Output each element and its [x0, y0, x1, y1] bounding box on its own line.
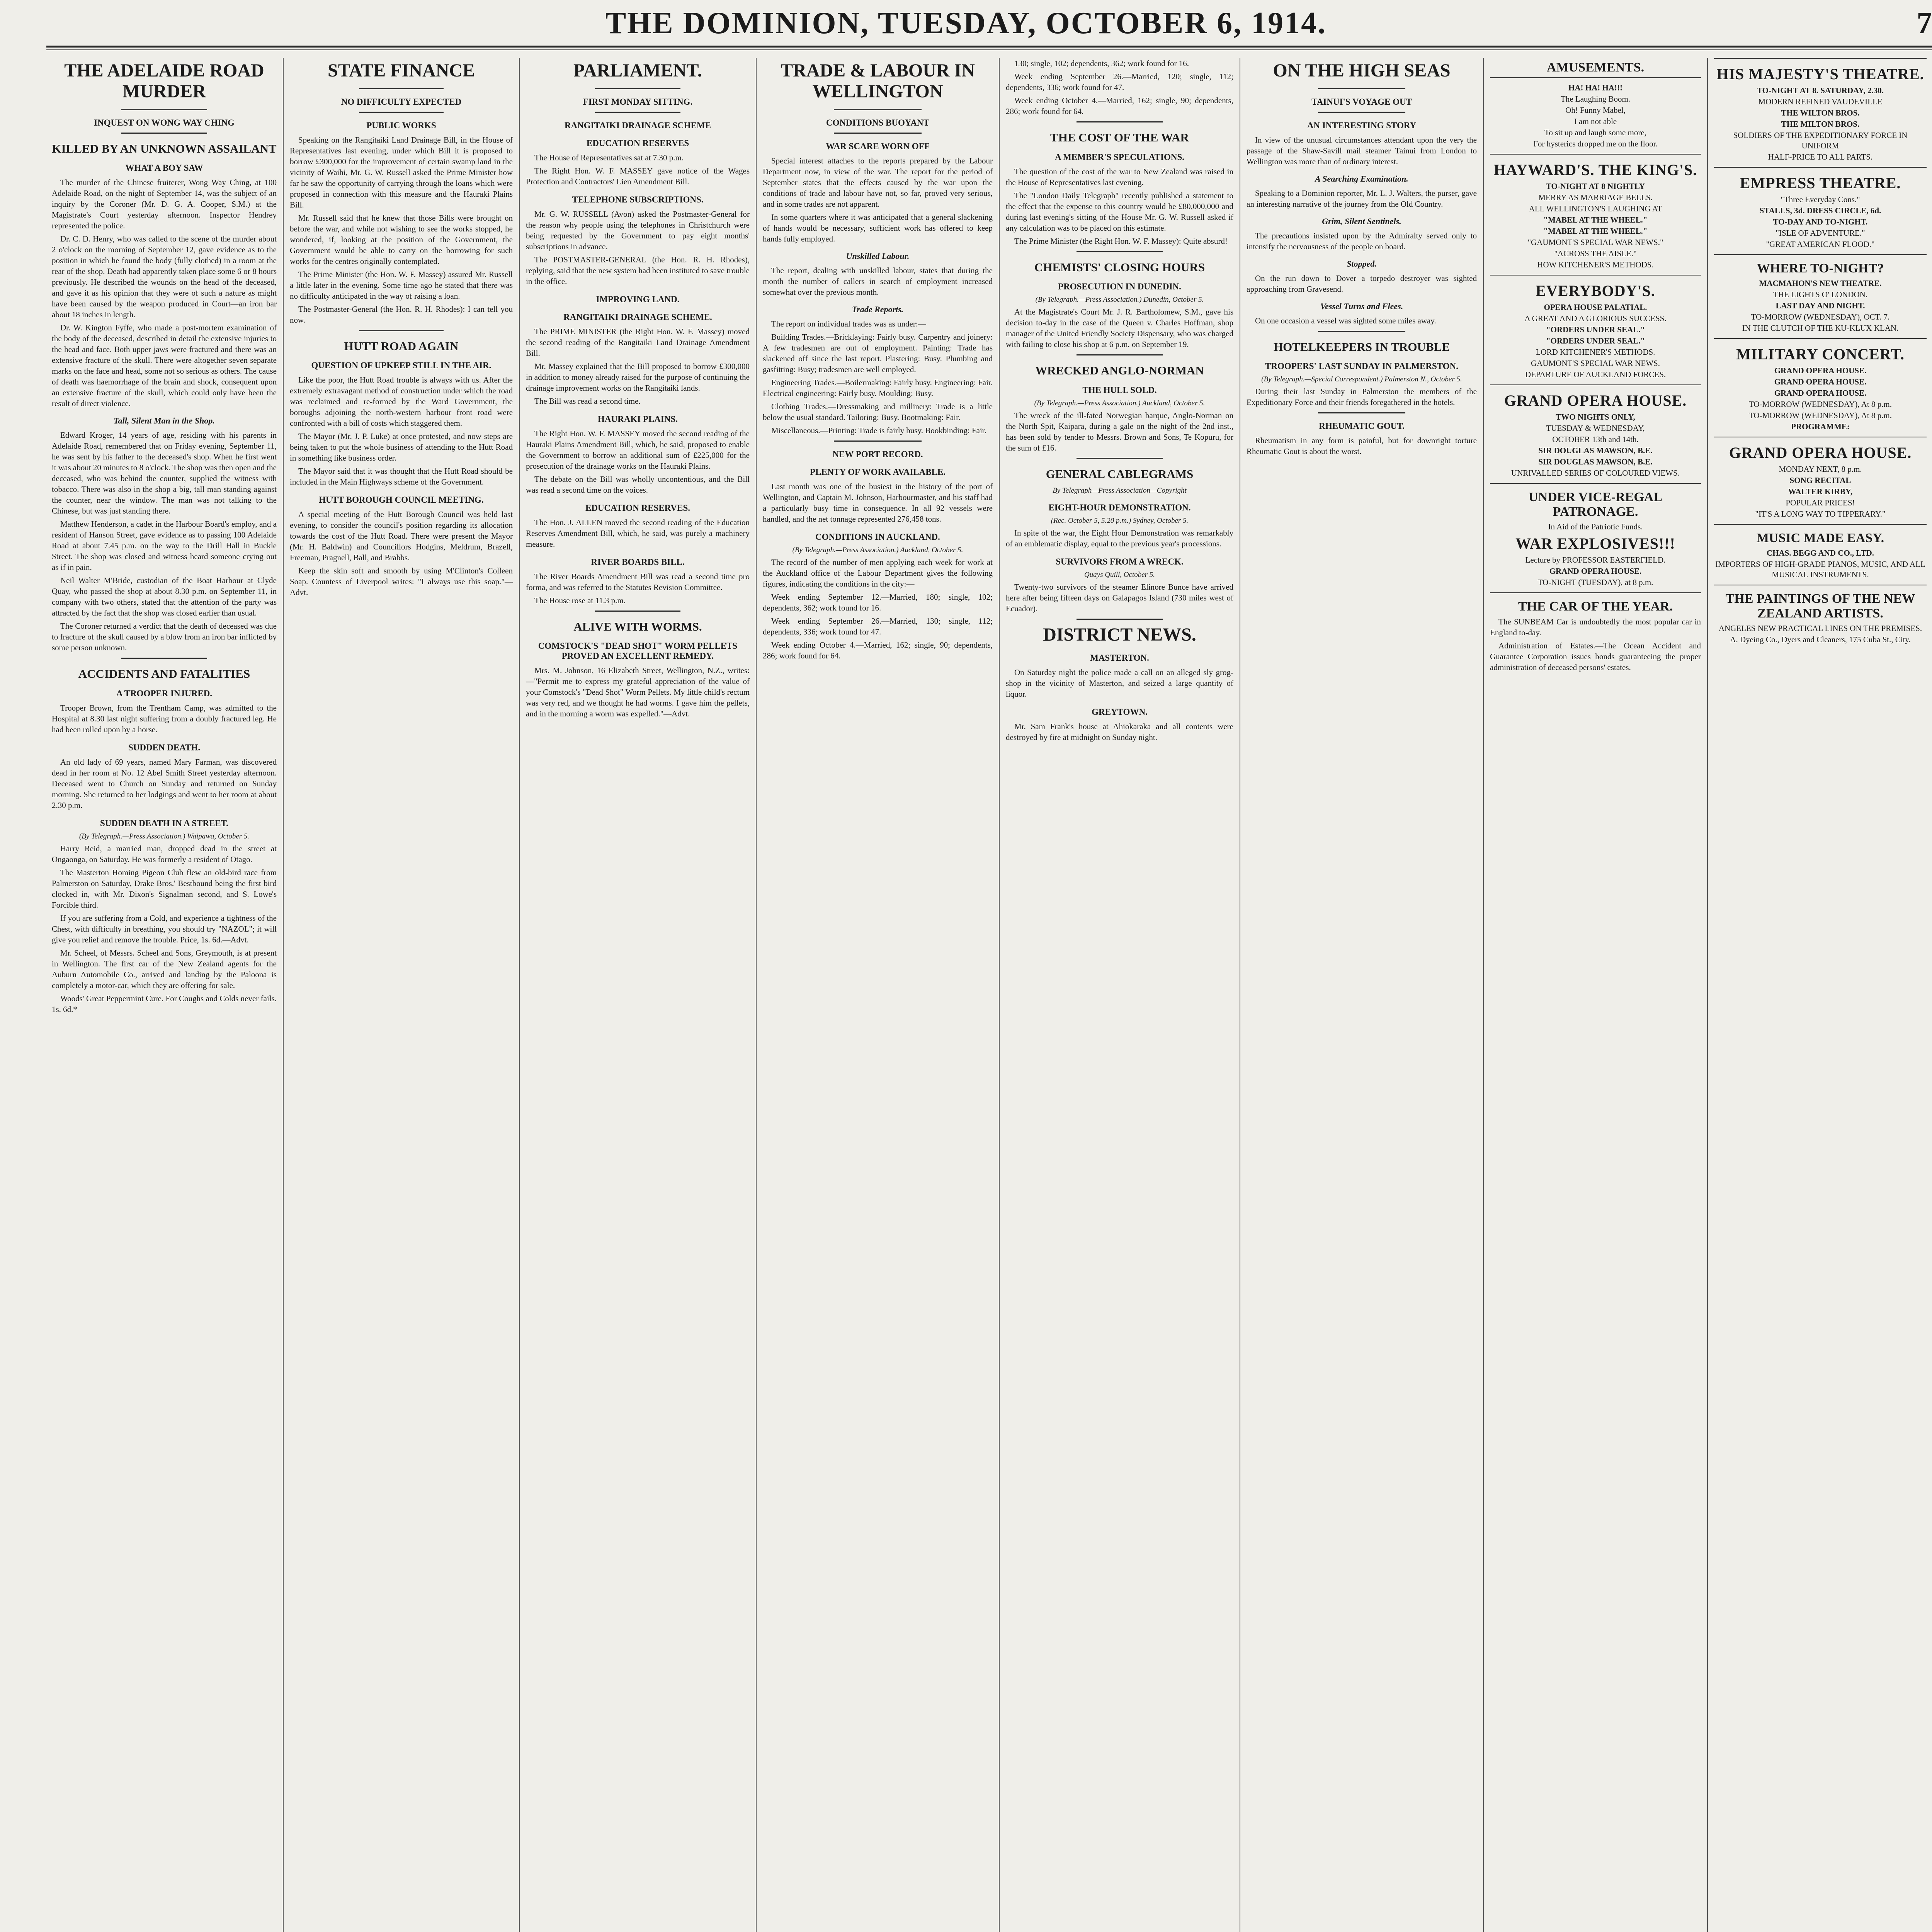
article-paragraph: Miscellaneous.—Printing: Trade is fairly busy. Bookbinding: Fair.	[771, 425, 986, 435]
article-paragraph: Engineering Trades.—Boilermaking: Fairly busy. Engineering: Fair. Electrical engineering: Fairly busy. Moulding: Busy.	[763, 378, 993, 398]
section-heading: EDUCATION RESERVES.	[585, 503, 690, 513]
ad-line: GRAND OPERA HOUSE.	[1774, 366, 1867, 375]
subheadline: THE HULL SOLD.	[1082, 385, 1157, 395]
headline-state-finance: STATE FINANCE	[328, 60, 475, 81]
article-paragraph: On one occasion a vessel was sighted some miles away.	[1255, 316, 1436, 325]
divider	[1077, 458, 1163, 459]
subheadline: COMSTOCK'S "DEAD SHOT" WORM PELLETS PROVED AN EXCELLENT REMEDY.	[538, 641, 738, 661]
section-heading: Stopped.	[1347, 259, 1377, 269]
divider	[595, 112, 680, 113]
article-paragraph: Week ending October 4.—Married, 162; single, 90; dependents, 286; work found for 64.	[763, 640, 993, 660]
ad-line: LORD KITCHENER'S METHODS.	[1536, 347, 1655, 357]
ad-line: "IT'S A LONG WAY TO TIPPERARY."	[1755, 509, 1886, 519]
article-paragraph: Building Trades.—Bricklaying: Fairly busy. Carpentry and joinery: A few tradesmen are out of employment. Painting: Trade has slackened off since the last report. Plastering: Busy. Plumbing and gasfitting: Busy; tradesmen are well employed.	[763, 332, 993, 374]
ad-line: IMPORTERS OF HIGH-GRADE PIANOS, MUSIC, AND ALL MUSICAL INSTRUMENTS.	[1715, 560, 1925, 579]
article-paragraph: An old lady of 69 years, named Mary Farman, was discovered dead in her room at No. 12 Abel Smith Street yesterday afternoon. Deceased went to Church on Sunday and returned on Sunday morning. She returned to her lodgings and went to her room at about 2.30 p.m.	[52, 757, 277, 810]
divider	[834, 109, 921, 110]
masthead-rule	[46, 46, 1932, 48]
article-paragraph: The question of the cost of the war to New Zealand was raised in the House of Representatives last evening.	[1006, 167, 1233, 187]
section-heading: RANGITAIKI DRAINAGE SCHEME.	[563, 312, 712, 322]
divider	[121, 133, 207, 134]
divider	[1077, 251, 1163, 252]
ad-line: HA! HA! HA!!!	[1568, 83, 1622, 92]
article-paragraph: Twenty-two survivors of the steamer Elinore Bunce have arrived here after being fifteen days on Galapagos Island (730 miles west of Ecuador).	[1006, 582, 1233, 613]
section-heading: RIVER BOARDS BILL.	[591, 557, 685, 567]
ad-line: "ORDERS UNDER SEAL."	[1546, 325, 1645, 334]
advertisement-text: The SUNBEAM Car is undoubtedly the most popular car in England to-day.	[1490, 617, 1701, 637]
article-paragraph: In view of the unusual circumstances attendant upon the very the passage of the Shaw-Savill mail steamer Tainui from London to Wellington was more than of ordinary interest.	[1247, 135, 1477, 166]
ad-line: CHAS. BEGG AND CO., LTD.	[1766, 548, 1874, 558]
article-paragraph: The Right Hon. W. F. MASSEY gave notice of the Wages Protection and Contractors' Lien Amendment Bill.	[526, 166, 750, 186]
advertisement	[1490, 77, 1701, 154]
column-murder	[46, 58, 282, 1932]
article-paragraph: The Mayor (Mr. J. P. Luke) at once protested, and now steps are being taken to put the whole business of attending to the Hutt Road in something like business order.	[290, 432, 513, 463]
ad-title: EVERYBODY'S.	[1536, 282, 1655, 299]
article-paragraph: Week ending September 26.—Married, 130; single, 112; dependents, 336; work found for 47.	[763, 616, 993, 636]
headline-adelaide-murder: THE ADELAIDE ROAD MURDER	[64, 60, 264, 102]
column-separator	[1707, 58, 1708, 1932]
ad-title: GRAND OPERA HOUSE.	[1504, 392, 1687, 409]
ad-line: LAST DAY AND NIGHT.	[1776, 301, 1865, 310]
section-heading: Vessel Turns and Flees.	[1320, 301, 1403, 311]
column-cost-of-war	[1000, 58, 1239, 1932]
advertisement-war-explosives	[1490, 483, 1701, 592]
subheadline: PLENTY OF WORK AVAILABLE.	[810, 467, 946, 477]
dateline: (By Telegraph.—Press Association.) Auckland, October 5.	[792, 546, 963, 554]
article-paragraph: The debate on the Bill was wholly uncontentious, and the Bill was read a second time on the voices.	[526, 474, 750, 495]
article-paragraph: The Bill was read a second time.	[534, 396, 641, 406]
advertisement-paintings	[1714, 585, 1927, 650]
masthead-rule-thin	[46, 49, 1932, 50]
advertisement-sunbeam	[1490, 592, 1701, 679]
ad-title: HAYWARD'S. THE KING'S.	[1493, 161, 1697, 179]
section-heading: Grim, Silent Sentinels.	[1322, 216, 1401, 226]
section-heading: IMPROVING LAND.	[596, 294, 680, 304]
subheadline: MASTERTON.	[1090, 653, 1149, 663]
ad-line: TO-MORROW (WEDNESDAY), At 8 p.m.	[1748, 400, 1892, 409]
dateline: (By Telegraph.—Press Association.) Waipawa, October 5.	[79, 832, 250, 840]
ad-line: MONDAY NEXT, 8 p.m.	[1779, 464, 1862, 474]
article-paragraph: Dr. C. D. Henry, who was called to the scene of the murder about 2 o'clock on the morning of September 12, gave evidence as to the position in which he found the body (fully clothed) in a room at the rear of the shop. Death had apparently taken place some 6 or 8 hours previously. He described the wounds on the head of the deceased, and gave it as his opinion that they were of such a nature as might have been caused by the weapon produced in Court—an iron bar about 18 inches in length.	[52, 234, 277, 320]
ad-line: UNRIVALLED SERIES OF COLOURED VIEWS.	[1511, 468, 1680, 478]
article-paragraph: The Hon. J. ALLEN moved the second reading of the Education Reserves Amendment Bill, which, he said, was purely a machinery measure.	[526, 517, 750, 549]
headline-chemists: CHEMISTS' CLOSING HOURS	[1034, 260, 1205, 274]
article-paragraph: The House rose at 11.3 p.m.	[534, 595, 626, 605]
article-paragraph: Neil Walter M'Bride, custodian of the Boat Harbour at Clyde Quay, who passed the shop at about 8.30 p.m. on September 11, in company with two others, stated that the attention of the party was attracted by the fact that the shop was closed earlier than usual.	[52, 576, 277, 618]
dateline: (By Telegraph.—Press Association.) Auckland, October 5.	[1034, 399, 1205, 408]
ad-title: MUSIC MADE EASY.	[1756, 531, 1884, 545]
ad-line: ALL WELLINGTON'S LAUGHING AT	[1529, 204, 1662, 213]
ad-title: THE PAINTINGS OF THE NEW ZEALAND ARTISTS.	[1725, 592, 1915, 621]
divider	[1318, 112, 1405, 113]
ad-line: THE MILTON BROS.	[1781, 119, 1860, 129]
advertisement-text: Keep the skin soft and smooth by using M'Clinton's Colleen Soap. Countess of Liverpool writes: "I always use this soap."—Advt.	[290, 566, 513, 597]
article-paragraph: Dr. W. Kington Fyffe, who made a post-mortem examination of the body of the deceased, described in detail the extensive injuries to the head and face. Both upper jaws were fractured and there was an extensive fracture of the skull. There were altogether seven separate marks on the face and head, some not so serious as others. The cause of death was haemorrhage of the brain and shock, consequent upon an extensive fracture of the skull, which could only have been the result of direct violence.	[52, 323, 277, 408]
section-heading: Unskilled Labour.	[846, 251, 910, 261]
article-paragraph: 130; single, 102; dependents, 362; work found for 16.	[1014, 59, 1189, 68]
dateline: Quays Quill, October 5.	[1084, 570, 1155, 579]
advertisement-text: Mrs. M. Johnson, 16 Elizabeth Street, Wellington, N.Z., writes:—"Permit me to express my grateful appreciation of the value of your Comstock's "Dead Shot" Worm Pellets. My little child's rectum was very red, and we thought he had worms. I gave him the pellets, and in the morning a worm was expelled."—Advt.	[526, 666, 750, 719]
subheadline: AN INTERESTING STORY	[1307, 120, 1417, 130]
ad-line: TO-NIGHT AT 8. SATURDAY, 2.30.	[1757, 86, 1884, 95]
article-paragraph: Special interest attaches to the reports prepared by the Labour Department now, in view of the war. The report for the period of September states that the effects caused by the war upon the conditions of trade and labour have not, so far, proved very serious, and in some trades are not apparent.	[763, 156, 993, 209]
article-paragraph: The Right Hon. W. F. MASSEY moved the second reading of the Hauraki Plains Amendment Bill, which, he said, proposed to enable the Government to borrow an additional sum of £225,000 for the prosecution of the drainage works on the Hauraki Plains.	[526, 429, 750, 471]
headline-hutt-road: HUTT ROAD AGAIN	[344, 339, 459, 353]
ad-line: The Laughing Boom.	[1560, 94, 1631, 104]
ad-line: "GREAT AMERICAN FLOOD."	[1766, 240, 1875, 249]
article-paragraph: The River Boards Amendment Bill was read a second time pro forma, and was referred to the Statutes Revision Committee.	[526, 571, 750, 592]
ad-line: In Aid of the Patriotic Funds.	[1548, 522, 1643, 531]
article-paragraph: The Postmaster-General (the Hon. R. H. Rhodes): I can tell you now.	[290, 304, 513, 325]
ad-line: WAR EXPLOSIVES!!!	[1515, 535, 1675, 552]
ad-line: ANGELES NEW PRACTICAL LINES ON THE PREMISES.	[1718, 624, 1922, 633]
ad-line: For hysterics dropped me on the floor.	[1533, 139, 1658, 148]
subheadline: INQUEST ON WONG WAY CHING	[94, 117, 235, 128]
ad-line: MERRY AS MARRIAGE BELLS.	[1538, 193, 1653, 202]
subheadline: RANGITAIKI DRAINAGE SCHEME	[564, 120, 711, 130]
ad-line: GRAND OPERA HOUSE.	[1549, 566, 1642, 576]
article-paragraph: Matthew Henderson, a cadet in the Harbour Board's employ, and a resident of Hanson Street, gave evidence as to passing 100 Adelaide Road at about 7.45 p.m. on the way to the Drill Hall in Buckle Street. The shop was closed and witness heard someone crying out as if in pain.	[52, 519, 277, 572]
article-paragraph: On the run down to Dover a torpedo destroyer was sighted approaching from Gravesend.	[1247, 273, 1477, 294]
ad-line: To sit up and laugh some more,	[1544, 128, 1646, 137]
advertisement-text: Rheumatism in any form is painful, but for downright torture Rheumatic Gout is about the worst.	[1247, 436, 1477, 456]
column-parliament	[520, 58, 755, 1932]
advertisement-grand-opera-house	[1490, 384, 1701, 483]
divider	[359, 112, 444, 113]
ad-line: SOLDIERS OF THE EXPEDITIONARY FORCE IN UNIFORM	[1733, 131, 1908, 150]
headline-wrecked-ship: WRECKED ANGLO-NORMAN	[1035, 364, 1204, 378]
subheadline: SUDDEN DEATH.	[128, 742, 201, 752]
divider	[121, 109, 207, 110]
column-separator	[1483, 58, 1484, 1932]
subheadline: WAR SCARE WORN OFF	[826, 141, 930, 151]
advertisement-text: Administration of Estates.—The Ocean Accident and Guarantee Corporation issues bonds guaranteeing the proper administration of deceased persons' estates.	[1490, 641, 1701, 672]
article-paragraph: Clothing Trades.—Dressmaking and millinery: Trade is a little below the usual standard. Tailoring: Busy. Bootmaking: Fair.	[763, 401, 993, 422]
ad-line: OCTOBER 13th and 14th.	[1552, 435, 1639, 444]
ad-line: THE LIGHTS O' LONDON.	[1773, 290, 1868, 299]
advertisement-text: If you are suffering from a Cold, and experience a tightness of the Chest, with difficulty in breathing, you should try "NAZOL"; it will give you relief and remove the trouble. Price, 1s. 6d.—Advt.	[52, 913, 277, 944]
headline-cost-of-war: THE COST OF THE WAR	[1050, 131, 1189, 144]
ad-line: DEPARTURE OF AUCKLAND FORCES.	[1525, 370, 1666, 379]
headline-parliament: PARLIAMENT.	[573, 60, 702, 81]
advertisement-macmahons	[1714, 254, 1927, 338]
ad-title: WHERE TO-NIGHT?	[1757, 261, 1884, 276]
ad-title: MILITARY CONCERT.	[1736, 345, 1905, 363]
headline-alive-with-worms: ALIVE WITH WORMS.	[573, 619, 702, 633]
subheadline: EIGHT-HOUR DEMONSTRATION.	[1048, 502, 1191, 512]
article-paragraph: The PRIME MINISTER (the Right Hon. W. F. Massey) moved the second reading of the Rangitaiki Land Drainage Amendment Bill.	[526, 327, 750, 358]
article-paragraph: In some quarters where it was anticipated that a general slackening of hands would be necessary, sufficient work has offered to keep hands fully employed.	[763, 212, 993, 243]
article-paragraph: Edward Kroger, 14 years of age, residing with his parents in Adelaide Road, remembered that on Friday evening, September 11, he was sent by his father to the deceased's shop. When he first went it was about 20 minutes to 8 o'clock. The shop was then open and the deceased, who was behind the counter, supplied the witness with tobacco. There was also in the shop a big, tall man standing against the counter, near the window. The man was not talking to the Chinese, but was just standing there.	[52, 430, 277, 516]
ad-line: HALF-PRICE TO ALL PARTS.	[1768, 152, 1873, 162]
subheadline: PUBLIC WORKS	[366, 120, 436, 130]
article-paragraph: Week ending September 12.—Married, 180; single, 102; dependents, 362; work found for 16.	[763, 592, 993, 612]
article-paragraph: The "London Daily Telegraph" recently published a statement to the effect that the expense to this country would be £80,000,000 and during last evening's sitting of the House Mr. G. W. Russell asked if any calculation was to be placed on this estimate.	[1006, 190, 1233, 233]
advertisement-song-recital	[1714, 437, 1927, 524]
article-paragraph: The Prime Minister (the Hon. W. F. Massey) assured Mr. Russell a little later in the evening. Some time ago he stated that there was no difficulty anticipated in the way of raising a loan.	[290, 269, 513, 301]
column-separator	[756, 58, 757, 1932]
subheadline: PROSECUTION IN DUNEDIN.	[1058, 282, 1181, 292]
column-separator	[283, 58, 284, 1932]
subheadline: A MEMBER'S SPECULATIONS.	[1054, 152, 1185, 162]
dateline: By Telegraph—Press Association—Copyright	[1053, 486, 1187, 495]
article-paragraph: During their last Sunday in Palmerston the members of the Expeditionary Force and their friends foregathered in the hotels.	[1247, 387, 1477, 407]
subheadline: TROOPERS' LAST SUNDAY IN PALMERSTON.	[1265, 361, 1458, 371]
advertisement-text: Woods' Great Peppermint Cure. For Coughs and Colds never fails. 1s. 6d.*	[52, 993, 277, 1014]
ad-line: GAUMONT'S SPECIAL WAR NEWS.	[1531, 359, 1660, 368]
divider	[1318, 412, 1405, 413]
subheadline: FIRST MONDAY SITTING.	[583, 97, 693, 107]
subheadline: HUTT BOROUGH COUNCIL MEETING.	[319, 495, 484, 505]
article-paragraph: The murder of the Chinese fruiterer, Wong Way Ching, at 100 Adelaide Road, on the night of September 14, was the subject of an inquiry by the Coroner (Mr. D. G. A. Cooper, S.M.) at the Magistrate's Court yesterday afternoon. Inspector Hendrey represented the police.	[52, 178, 277, 231]
article-paragraph: The report on individual trades was as under:—	[771, 319, 926, 328]
ad-title: EMPRESS THEATRE.	[1740, 174, 1901, 192]
divider	[121, 658, 207, 659]
ad-line: TO-NIGHT AT 8 NIGHTLY	[1546, 182, 1645, 191]
divider	[834, 440, 921, 442]
ad-line: "ISLE OF ADVENTURE."	[1776, 228, 1865, 238]
article-paragraph: Speaking to a Dominion reporter, Mr. L. J. Walters, the purser, gave an interesting narrative of the journey from the Old Country.	[1247, 188, 1477, 209]
ad-line: "ACROSS THE AISLE."	[1554, 249, 1637, 258]
subheadline: EDUCATION RESERVES	[586, 138, 689, 148]
ad-line: A. Dyeing Co., Dyers and Cleaners, 175 Cuba St., City.	[1730, 635, 1911, 644]
amusements-heading: AMUSEMENTS.	[1546, 60, 1645, 75]
article-paragraph: The Prime Minister (the Right Hon. W. F. Massey): Quite absurd!	[1014, 236, 1228, 246]
ad-line: A GREAT AND A GLORIOUS SUCCESS.	[1524, 314, 1667, 323]
subheadline: A TROOPER INJURED.	[116, 688, 213, 698]
ad-line: TO-NIGHT (TUESDAY), at 8 p.m.	[1537, 578, 1653, 587]
divider	[1318, 88, 1405, 89]
article-paragraph: Mr. Massey explained that the Bill proposed to borrow £300,000 in addition to money already raised for the purpose of continuing the drainage improvement works on the Rangitaiki lands.	[526, 361, 750, 393]
section-heading: NEW PORT RECORD.	[832, 449, 923, 459]
divider	[1077, 354, 1163, 355]
section-heading: CONDITIONS IN AUCKLAND.	[815, 532, 940, 542]
ad-line: "GAUMONT'S SPECIAL WAR NEWS."	[1527, 238, 1663, 247]
article-paragraph: Trooper Brown, from the Trentham Camp, was admitted to the Hospital at 8.30 last night suffering from a doubly fractured leg. He had been rolled upon by a horse.	[52, 703, 277, 734]
masthead	[46, 4, 1932, 43]
ad-line: TO-MORROW (WEDNESDAY), At 8 p.m.	[1748, 411, 1892, 420]
ad-line: MODERN REFINED VAUDEVILLE	[1758, 97, 1883, 106]
column-high-seas	[1241, 58, 1482, 1932]
article-paragraph: Mr. Scheel, of Messrs. Scheel and Sons, Greymouth, is at present in Wellington. The first car of the New Zealand agents for the Auburn Automobile Co., arrived and landing by the Paloona is completely a motor-car, which they are offering for sale.	[52, 948, 277, 990]
ad-line: TUESDAY & WEDNESDAY,	[1546, 423, 1645, 433]
ad-line: "MABEL AT THE WHEEL."	[1543, 215, 1648, 224]
ad-line: GRAND OPERA HOUSE.	[1774, 377, 1867, 386]
section-heading: A Searching Examination.	[1315, 173, 1408, 184]
article-paragraph: The precautions insisted upon by the Admiralty served only to intensify the nervousness of the people on board.	[1247, 231, 1477, 251]
article-paragraph: The record of the number of men applying each week for work at the Auckland office of the Labour Department gives the following figures, indicating the conditions in the city:—	[763, 557, 993, 588]
subheadline: WHAT A BOY SAW	[125, 163, 203, 173]
page-number: 7	[1917, 6, 1932, 40]
ad-line: MACMAHON'S NEW THEATRE.	[1759, 279, 1882, 288]
ad-title: UNDER VICE-REGAL PATRONAGE.	[1528, 490, 1663, 519]
ad-line: OPERA HOUSE PALATIAL.	[1544, 303, 1647, 312]
article-paragraph: Like the poor, the Hutt Road trouble is always with us. After the extremely extravagant method of construction under which the road was reclaimed and re-formed by the Ward Government, the boroughs adjoining the north-western harbour front road were confronted with a bill of costs which staggered them.	[290, 375, 513, 428]
subheadline: CONDITIONS BUOYANT	[826, 117, 929, 128]
subheadline: SURVIVORS FROM A WRECK.	[1056, 556, 1184, 566]
article-paragraph: Week ending September 26.—Married, 120; single, 112; dependents, 336; work found for 47.	[1006, 72, 1233, 92]
divider	[1077, 619, 1163, 620]
column-separator	[519, 58, 520, 1932]
article-paragraph: On Saturday night the police made a call on an alleged sly grog-shop in the vicinity of Masterton, and seized a large quantity of liquor.	[1006, 667, 1233, 699]
advertisement-his-majestys	[1714, 58, 1927, 167]
divider	[1077, 121, 1163, 122]
article-paragraph: Mr. Sam Frank's house at Ahiokaraka and all contents were destroyed by fire at midnight on Sunday night.	[1006, 721, 1233, 742]
ad-line: GRAND OPERA HOUSE.	[1774, 388, 1867, 398]
divider	[595, 88, 680, 89]
ad-line: Oh! Funny Mabel,	[1565, 105, 1626, 115]
section-heading: Tall, Silent Man in the Shop.	[114, 416, 215, 426]
ad-line: THE WILTON BROS.	[1781, 108, 1860, 117]
subheadline: QUESTION OF UPKEEP STILL IN THE AIR.	[311, 361, 492, 371]
section-heading: Trade Reports.	[852, 304, 904, 314]
column-separator	[999, 58, 1000, 1932]
ad-line: TO-DAY AND TO-NIGHT.	[1773, 217, 1868, 226]
section-heading: TELEPHONE SUBSCRIPTIONS.	[572, 194, 704, 204]
subheadline: GREYTOWN.	[1092, 707, 1148, 717]
subheadline: TAINUI'S VOYAGE OUT	[1311, 97, 1412, 107]
article-paragraph: The POSTMASTER-GENERAL (the Hon. R. H. Rhodes), replying, said that the new system had been instituted to save trouble in the office.	[526, 255, 750, 286]
ad-line: SIR DOUGLAS MAWSON, B.E.	[1538, 446, 1653, 455]
section-heading: RHEUMATIC GOUT.	[1319, 421, 1405, 431]
article-paragraph: In spite of the war, the Eight Hour Demonstration was remarkably of an emblematic display, equal to the previous year's processions.	[1006, 528, 1233, 548]
article-paragraph: The Coroner returned a verdict that the death of deceased was due to fracture of the skull caused by a blow from an iron bar inflicted by some person unknown.	[52, 621, 277, 653]
article-paragraph: Week ending October 4.—Married, 162; single, 90; dependents, 286; work found for 64.	[1006, 96, 1233, 116]
column-state-finance	[284, 58, 518, 1932]
ad-line: POPULAR PRICES!	[1786, 498, 1855, 507]
subheadline: KILLED BY AN UNKNOWN ASSAILANT	[52, 141, 277, 155]
article-paragraph: A special meeting of the Hutt Borough Council was held last evening, to consider the council's position regarding its allocation towards the cost of the Hutt Road. There were present the Mayor (Mr. H. Baldwin) and Councillors Hodgins, Meldrum, Brazell, Freeman, Pragnell, Ball, and Brabbs.	[290, 510, 513, 563]
article-paragraph: Speaking on the Rangitaiki Land Drainage Bill, in the House of Representatives last evening, under which Bill it is proposed to borrow £300,000 for the improvement of certain swamp land in the vicinity of Waihi, Mr. G. W. Russell asked the Prime Minister how far he saw the opportunity of carrying through the loans which were proposed in connection with this measure and the Hauraki Plains Bill.	[290, 135, 513, 209]
subheadline: NO DIFFICULTY EXPECTED	[341, 97, 462, 107]
ad-line: PROGRAMME:	[1791, 422, 1850, 431]
article-paragraph: The House of Representatives sat at 7.30 p.m.	[534, 153, 684, 162]
column-theatres	[1709, 58, 1932, 1932]
ad-line: IN THE CLUTCH OF THE KU-KLUX KLAN.	[1742, 323, 1899, 333]
ad-line: STALLS, 3d. DRESS CIRCLE, 6d.	[1759, 206, 1881, 215]
subheadline: SUDDEN DEATH IN A STREET.	[100, 818, 229, 828]
ad-line: "ORDERS UNDER SEAL."	[1546, 336, 1645, 345]
article-paragraph: The Masterton Homing Pigeon Club flew an old-bird race from Palmerston on Saturday, Drake Bros.' Bestbound being the first bird clocked in, with Mr. Dixon's Signalman second, and S. Lowe's Forcible third.	[52, 867, 277, 910]
ad-title: GRAND OPERA HOUSE.	[1729, 444, 1912, 461]
ad-line: SIR DOUGLAS MAWSON, B.E.	[1538, 457, 1653, 466]
headline-hotelkeepers: HOTELKEEPERS IN TROUBLE	[1274, 340, 1450, 354]
article-paragraph: The report, dealing with unskilled labour, states that during the month the number of callers in search of employment increased somewhat over the previous month.	[763, 265, 993, 297]
headline-high-seas: ON THE HIGH SEAS	[1273, 60, 1451, 81]
advertisement-everybodys	[1490, 275, 1701, 384]
masthead-title: THE DOMINION, TUESDAY, OCTOBER 6, 1914.	[605, 6, 1327, 40]
advertisement-music	[1714, 524, 1927, 585]
advertisement-haywards	[1490, 154, 1701, 275]
article-paragraph: Harry Reid, a married man, dropped dead in the street at Ongaonga, on Saturday. He was formerly a resident of Otago.	[52, 844, 277, 864]
advertisement-military-concert	[1714, 338, 1927, 437]
headline-accidents: ACCIDENTS AND FATALITIES	[78, 667, 250, 681]
divider	[1318, 331, 1405, 332]
article-paragraph: Mr. Russell said that he knew that those Bills were brought on before the war, and while not wishing to see the works stopped, he wondered, if, looking at the position of the Government, the Government would be able to carry on the borrowing for such works for the centres originally contemplated.	[290, 213, 513, 266]
article-paragraph: The Mayor said that it was thought that the Hutt Road should be included in the Main Highways scheme of the Government.	[290, 466, 513, 487]
headline-cablegrams: GENERAL CABLEGRAMS	[1046, 467, 1194, 481]
ad-line: TO-MORROW (WEDNESDAY), OCT. 7.	[1751, 312, 1890, 321]
ad-line: SONG RECITAL	[1789, 476, 1851, 485]
article-paragraph: Last month was one of the busiest in the history of the port of Wellington, and Captain M. Johnson, Harbourmaster, and his staff had a particularly busy time in consequence. In all 92 vessels were handled, and the net tonnage represented 276,458 tons.	[763, 481, 993, 524]
divider	[834, 133, 921, 134]
advertisement-empress	[1714, 167, 1927, 254]
dateline: (By Telegraph.—Press Association.) Dunedin, October 5.	[1035, 296, 1204, 304]
ad-line: HOW KITCHENER'S METHODS.	[1537, 260, 1654, 269]
section-heading: HAURAKI PLAINS.	[597, 414, 678, 424]
ad-line: "MABEL AT THE WHEEL."	[1543, 226, 1648, 236]
ad-line: I am not able	[1574, 117, 1617, 126]
dateline: (Rec. October 5, 5.20 p.m.) Sydney, October 5.	[1051, 516, 1189, 525]
headline-district-news: DISTRICT NEWS.	[1043, 624, 1196, 645]
column-trade-labour	[757, 58, 998, 1932]
ad-title: HIS MAJESTY'S THEATRE.	[1716, 65, 1924, 83]
ad-line: TWO NIGHTS ONLY,	[1556, 412, 1635, 422]
divider	[595, 611, 680, 612]
column-amusements	[1485, 58, 1706, 1932]
headline-trade-labour: TRADE & LABOUR IN WELLINGTON	[781, 60, 975, 102]
ad-title: THE CAR OF THE YEAR.	[1518, 599, 1673, 614]
divider	[359, 330, 444, 331]
ad-line: WALTER KIRBY,	[1788, 487, 1853, 496]
ad-line: Lecture by PROFESSOR EASTERFIELD.	[1525, 555, 1666, 565]
divider	[359, 88, 444, 89]
article-paragraph: Mr. G. W. RUSSELL (Avon) asked the Postmaster-General for the reason why people using the telephones in Christchurch were being requested by the Government to pay eight months' subscriptions in advance.	[526, 209, 750, 251]
article-paragraph: At the Magistrate's Court Mr. J. R. Bartholomew, S.M., gave his decision to-day in the case of the Queen v. Charles Hoffman, shop manager of the United Friendly Society Dispensary, who was charged with failing to close his shop at 6 p.m. on September 19.	[1006, 307, 1233, 349]
ad-line: "Three Everyday Cons."	[1781, 195, 1860, 204]
dateline: (By Telegraph.—Special Correspondent.) Palmerston N., October 5.	[1261, 375, 1462, 384]
article-paragraph: The wreck of the ill-fated Norwegian barque, Anglo-Norman on the North Spit, Kaipara, during a gale on the night of the 2nd inst., has been sold by tender to Messrs. Brown and Sons, Te Kopuru, for the sum of £16.	[1006, 411, 1233, 453]
